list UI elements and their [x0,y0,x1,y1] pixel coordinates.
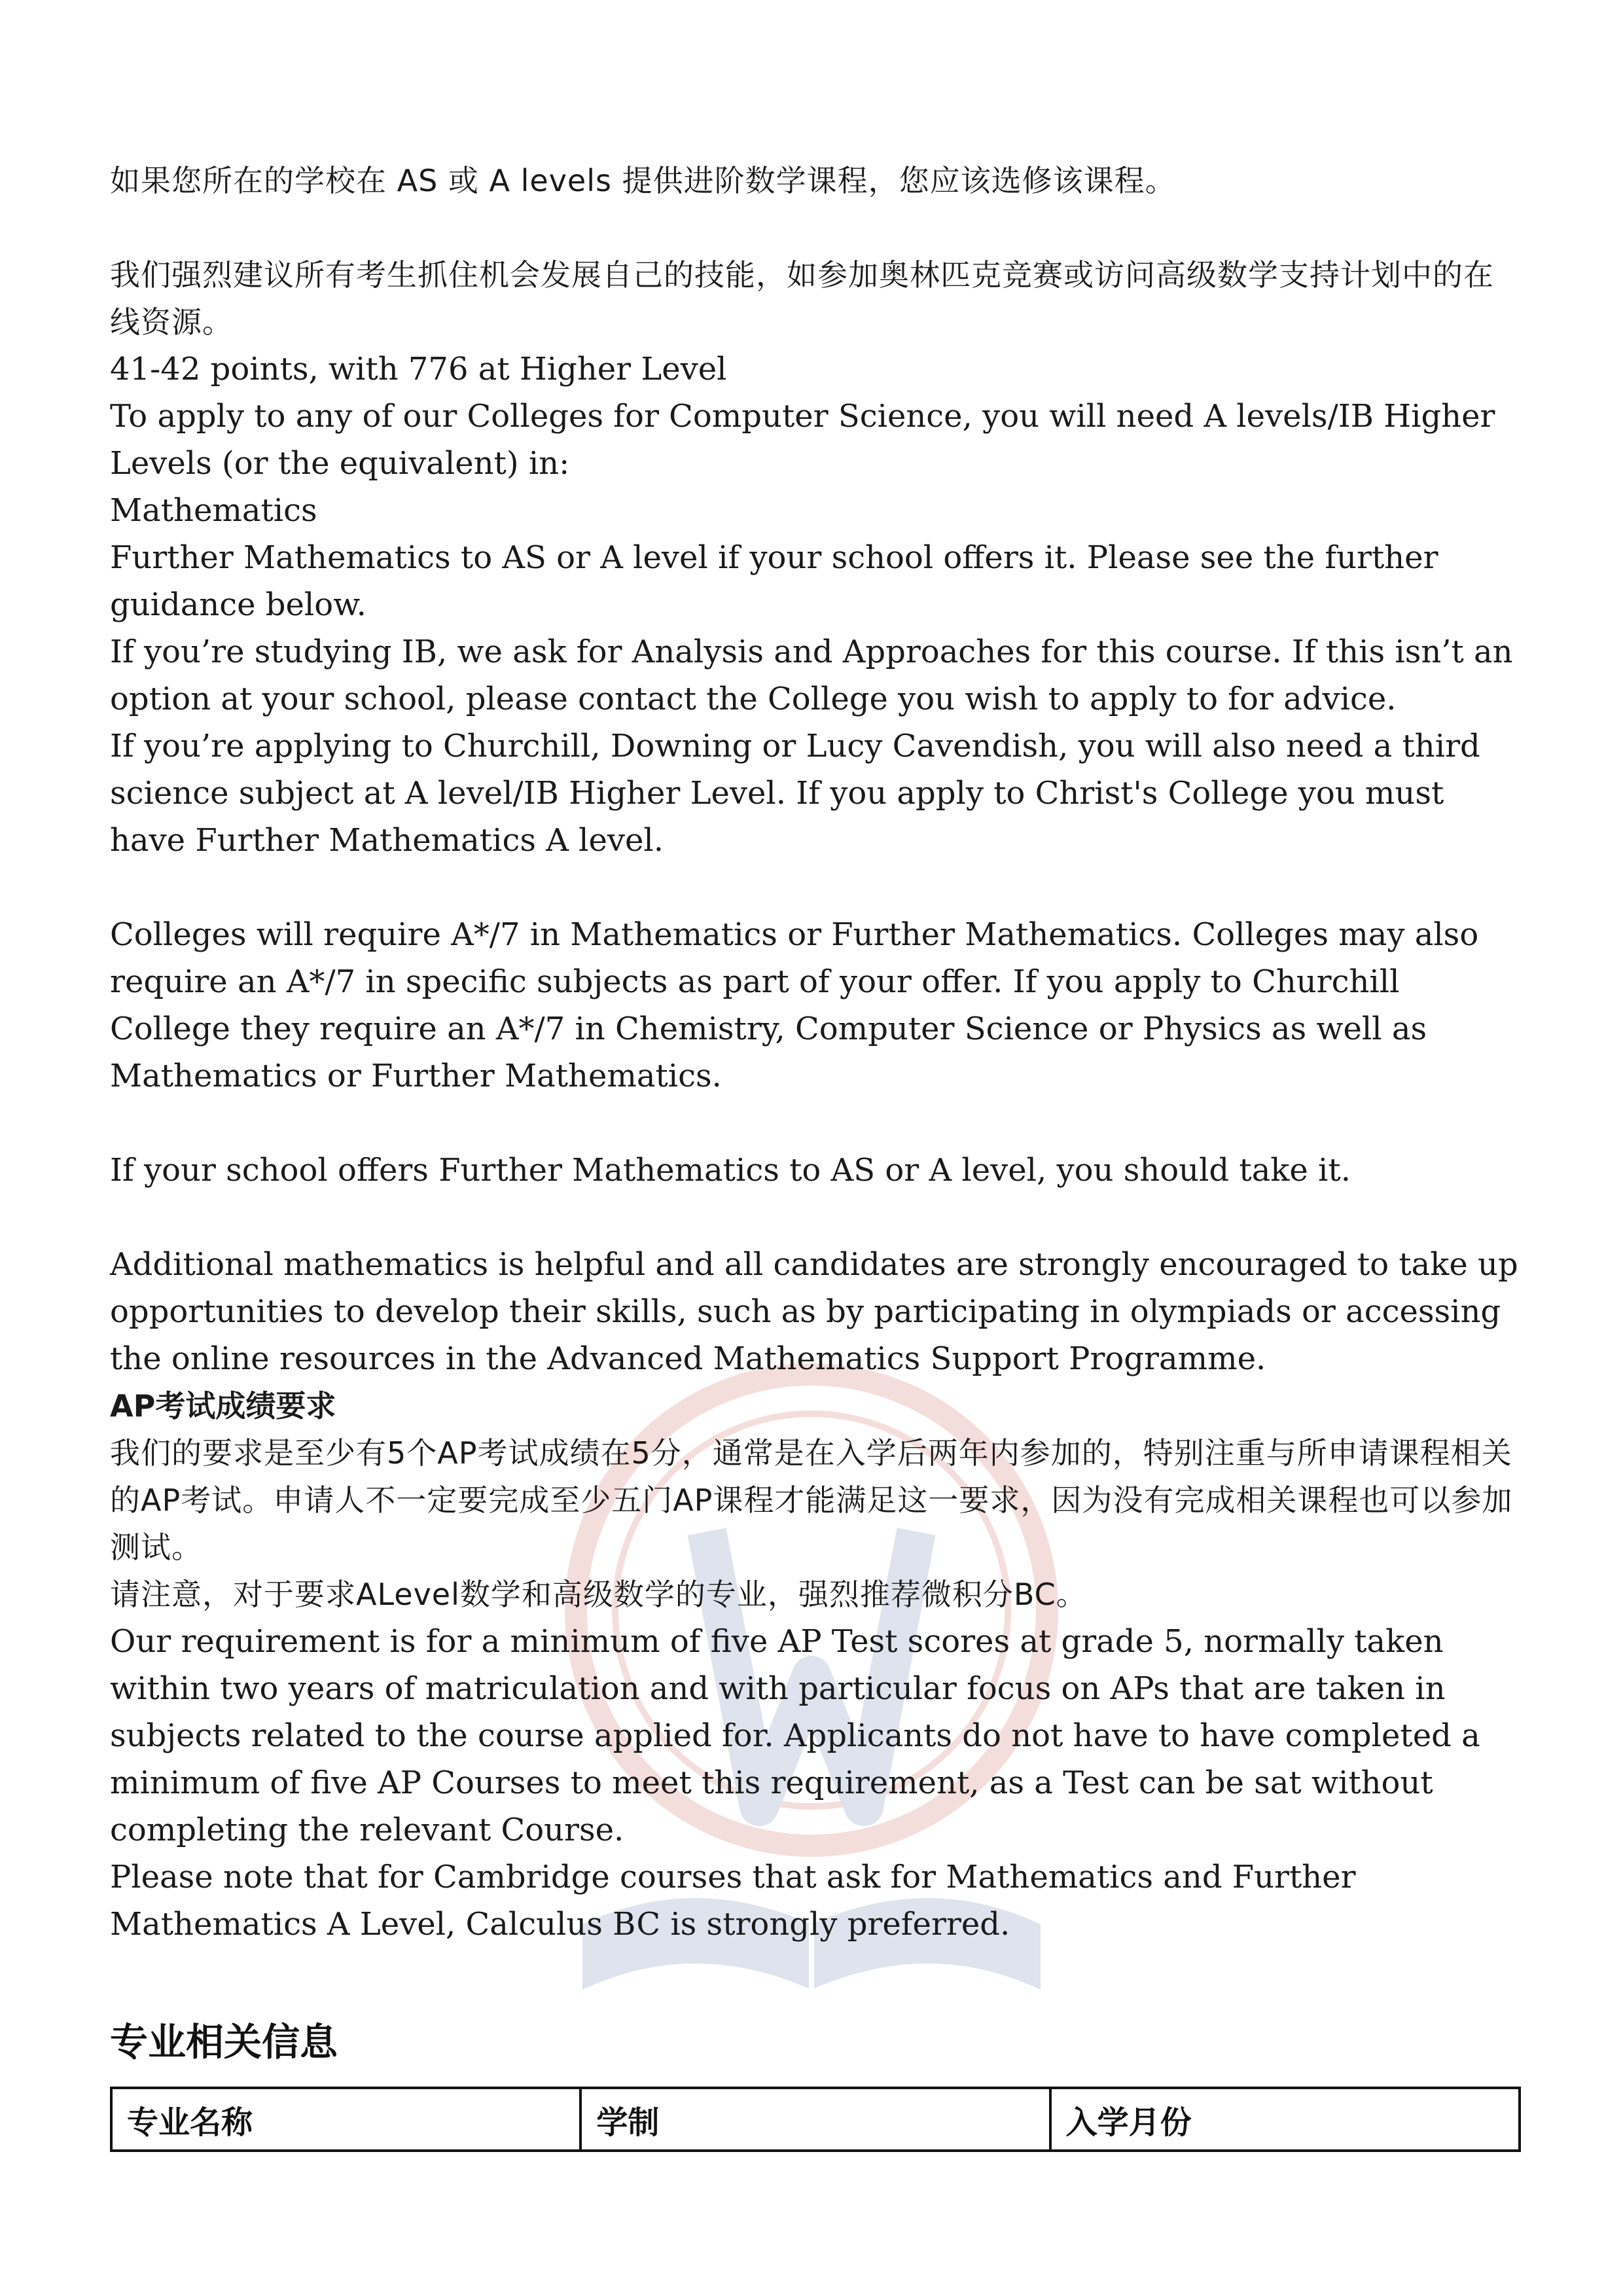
table-header-row [111,2088,1520,2151]
paragraph-calculus-note-cn: 请注意，对于要求ALevel数学和高级数学的专业，强烈推荐微积分BC。 [110,1577,1087,1612]
paragraph-further-maths: Further Mathematics to AS or A level if your school offers it. Please see the further guidance below. [110,539,1438,623]
spacer [110,1194,1524,1241]
paragraph-school-offers: If your school offers Further Mathematics to AS or A level, you should take it. [110,1152,1351,1189]
paragraph-mathematics: Mathematics [110,492,317,529]
paragraph-churchill-downing: If you’re applying to Churchill, Downing or Lucy Cavendish, you will also need a third science subject at A level/IB Higher Level. If you apply to Christ's College you must have Further Mathematics A level. [110,728,1480,859]
paragraph-ap-requirement-en: Our requirement is for a minimum of five AP Test scores at grade 5, normally taken within two years of matriculation and with particular focus on APs that are taken in subjects related to the course applied for. Applicants do not have to have completed a minimum of five AP Courses to meet this requirement, as a Test can be sat without completing the relevant Course. [110,1623,1480,1848]
paragraph-additional-maths: Additional mathematics is helpful and all candidates are strongly encouraged to take up opportunities to develop their skills, such as by participating in olympiads or accessing the online resources in the Advanced Mathematics Support Programme. [110,1246,1518,1377]
spacer [110,864,1524,911]
paragraph-apply-requirement: To apply to any of our Colleges for Computer Science, you will need A levels/IB Higher Levels (or the equivalent) in: [110,398,1495,482]
paragraph-skills-cn: 我们强烈建议所有考生抓住机会发展自己的技能，如参加奥林匹克竞赛或访问高级数学支持计划中的在线资源。 [110,257,1494,340]
paragraph-ib-points: 41-42 points, with 776 at Higher Level [110,351,727,387]
paragraph-ap-requirement-cn: 我们的要求是至少有5个AP考试成绩在5分，通常是在入学后两年内参加的，特别注重与所申请课程相关的AP考试。申请人不一定要完成至少五门AP课程才能满足这一要求，因为没有完成相关课程也可以参加测试。 [110,1435,1513,1565]
column-header-intake-month: 入学月份 [1050,2088,1520,2151]
document-body [110,157,1524,1948]
paragraph-calculus-note-en: Please note that for Cambridge courses that ask for Mathematics and Further Mathematics A Level, Calculus BC is strongly preferred. [110,1859,1356,1943]
section-title-major-info: 专业相关信息 [110,2020,338,2064]
column-header-duration: 学制 [580,2088,1050,2151]
column-header-major-name: 专业名称 [111,2088,580,2151]
major-info-table [110,2087,1521,2152]
ap-requirements-heading: AP考试成绩要求 [110,1388,336,1424]
paragraph-ib-analysis: If you’re studying IB, we ask for Analysis and Approaches for this course. If this isn’t an option at your school, please contact the College you wish to apply to for advice. [110,634,1513,717]
paragraph-colleges-require: Colleges will require A*/7 in Mathematics or Further Mathematics. Colleges may also require an A*/7 in specific subjects as part of your offer. If you apply to Churchill College they require an A*/7 in Chemistry, Computer Science or Physics as well as Mathematics or Further Mathematics. [110,916,1479,1094]
spacer [110,204,1524,251]
paragraph-further-maths-cn: 如果您所在的学校在 AS 或 A levels 提供进阶数学课程，您应该选修该课程。 [110,163,1176,198]
spacer [110,1100,1524,1147]
